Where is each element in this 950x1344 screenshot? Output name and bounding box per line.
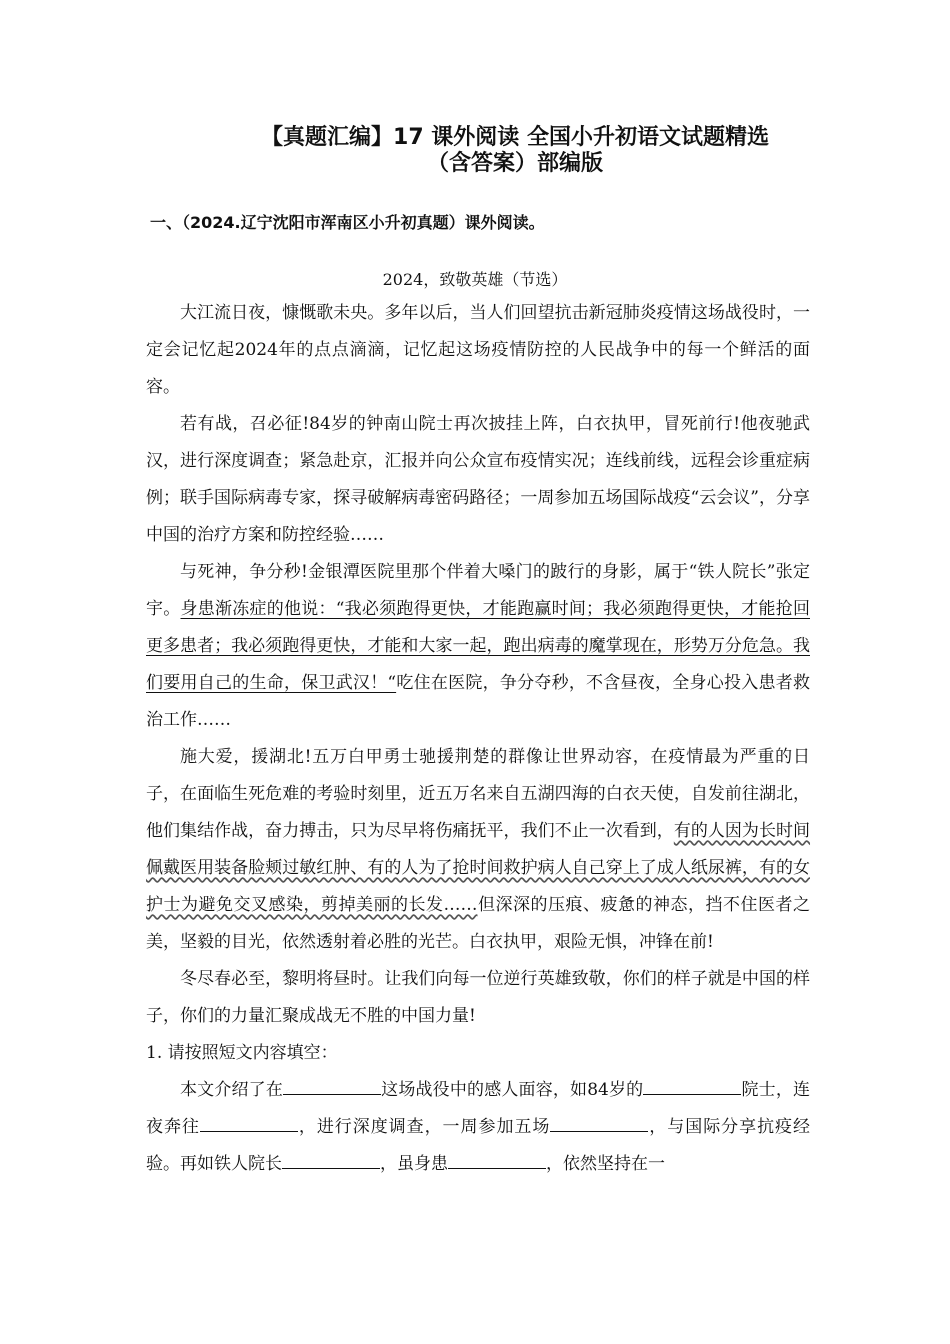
paragraph-2: 若有战，召必征!84岁的钟南山院士再次披挂上阵，白衣执甲，冒死前行!他夜驰武汉，进行深度调查；紧急赴京，汇报并向公众宣布疫情实况；连线前线，远程会诊重症病例；联手国际病毒专家，探寻破解病毒密码路径；一周参加五场国际战疫“云会议”，分享中国的治疗方案和防控经验…… xyxy=(146,414,810,545)
fill-text-5: ，与国际分享抗疫经验。再如铁人院长 xyxy=(146,1117,811,1174)
fill-text-4: ，进行深度调查，一周参加五场 xyxy=(297,1117,551,1137)
paragraph-4-end: 但深深的压痕、疲惫的神态，挡不住医者之美，坚毅的目光，依然透射着必胜的光芒。白衣执甲，艰险无惧，冲锋在前! xyxy=(146,895,810,952)
paragraph-3 xyxy=(146,554,810,739)
answer-blank-5[interactable] xyxy=(282,1150,380,1169)
document-title-line1: 【真题汇编】17 课外阅读 全国小升初语文试题精选 xyxy=(261,125,769,150)
fill-text-3: 院士，连夜奔往 xyxy=(146,1080,811,1137)
wavy-underlined-text: 有的人因为长时间佩戴医用装备脸颊过敏红肿、有的人为了抢时间救护病人自己穿上了成人纸尿裤，有的女护士为避免交叉感染，剪掉美丽的长发…… xyxy=(146,821,811,915)
answer-blank-1[interactable] xyxy=(283,1076,381,1095)
paragraph-4 xyxy=(146,739,810,961)
fill-text-7: ，依然坚持在一 xyxy=(546,1154,665,1174)
paragraph-5: 冬尽春必至，黎明将昼时。让我们向每一位逆行英雄致敬，你们的样子就是中国的样子，你们的力量汇聚成战无不胜的中国力量! xyxy=(146,969,810,1026)
question-1: 1. 请按照短文内容填空： xyxy=(146,1043,338,1063)
paragraph-3-intro: 与死神，争分秒!金银潭医院里那个伴着大嗓门的跛行的身影，属于“铁人院长”张定宇。 xyxy=(146,562,810,619)
answer-blank-2[interactable] xyxy=(643,1076,741,1095)
article-body xyxy=(146,295,810,1183)
answer-blank-3[interactable] xyxy=(200,1113,298,1132)
fill-in-sentence xyxy=(146,1072,810,1183)
underlined-quote: 身患渐冻症的他说：“我必须跑得更快，才能跑赢时间；我必须跑得更快，才能抢回更多患者；我必须跑得更快，才能和大家一起，跑出病毒的魔掌现在，形势万分危急。我们要用自己的生命，保卫武汉！“ xyxy=(146,599,810,693)
fill-text-2: 这场战役中的感人面容，如84岁的 xyxy=(381,1080,644,1100)
section-heading: 一、（2024.辽宁沈阳市浑南区小升初真题）课外阅读。 xyxy=(150,213,545,232)
fill-text-6: ，虽身患 xyxy=(380,1154,448,1174)
paragraph-1: 大江流日夜，慷慨歌未央。多年以后，当人们回望抗击新冠肺炎疫情这场战役时，一定会记忆起2024年的点点滴滴，记忆起这场疫情防控的人民战争中的每一个鲜活的面容。 xyxy=(146,303,810,397)
answer-blank-6[interactable] xyxy=(448,1150,546,1169)
document-title-line2: （含答案）部编版 xyxy=(426,151,603,176)
paragraph-3-end: 吃住在医院，争分夺秒，不含昼夜，全身心投入患者救治工作…… xyxy=(146,673,810,730)
fill-text-1: 本文介绍了在 xyxy=(180,1080,284,1100)
paragraph-4-intro: 施大爱，援湖北!五万白甲勇士驰援荆楚的群像让世界动容，在疫情最为严重的日子，在面临生死危难的考验时刻里，近五万名来自五湖四海的白衣天使，自发前往湖北，他们集结作战，奋力搏击，只为尽早将伤痛抚平，我们不止一次看到， xyxy=(146,747,810,841)
answer-blank-4[interactable] xyxy=(550,1113,648,1132)
article-title: 2024，致敬英雄（节选） xyxy=(382,270,568,289)
